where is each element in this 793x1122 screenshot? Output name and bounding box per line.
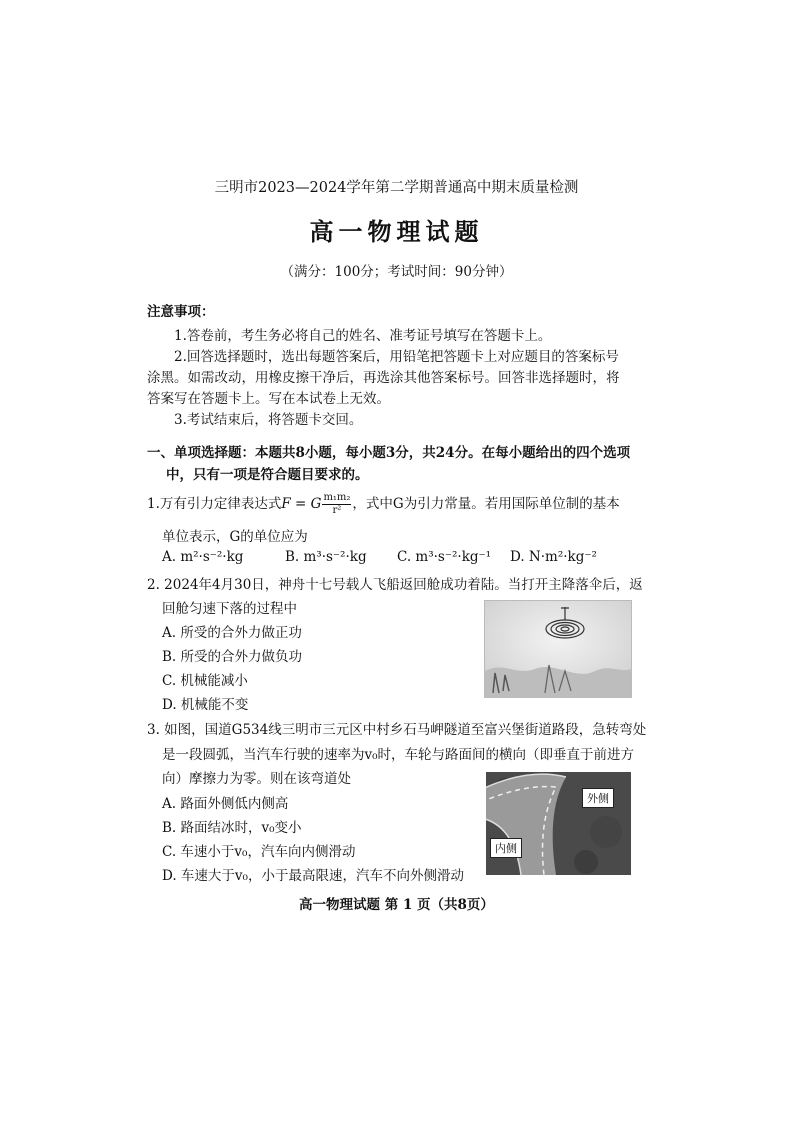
q1-fraction <box>322 493 351 516</box>
question-2: 2. 2024年4月30日，神舟十七号载人飞船返回舱成功着陆。当打开主降落伞后，返 <box>147 577 643 593</box>
note-item-2: 2.回答选择题时，选出每题答案后，用铅笔把答题卡上对应题目的答案标号 <box>174 349 619 365</box>
capsule-landing-photo <box>484 600 632 698</box>
q3-line2: 是一段圆弧，当汽车行驶的速率为v₀时，车轮与路面间的横向（即垂直于前进方 <box>162 747 635 763</box>
page-title: 高一物理试题 <box>309 217 484 246</box>
q1-line2: 单位表示，G的单位应为 <box>162 529 308 545</box>
exam-subtitle: 三明市2023—2024学年第二学期普通高中期末质量检测 <box>214 180 579 196</box>
q2-option-d: D. 机械能不变 <box>162 697 249 713</box>
note-item-2-cont: 涂黑。如需改动，用橡皮擦干净后，再选涂其他答案标号。回答非选择题时，将 <box>147 370 620 386</box>
q2-line2: 回舱匀速下落的过程中 <box>162 601 297 617</box>
capsule-landing-graphic <box>485 601 631 697</box>
inner-side-label: 内侧 <box>490 838 522 858</box>
page-footer: 高一物理试题 第 1 页（共8页） <box>299 897 494 913</box>
note-item-1: 1.答卷前，考生务必将自己的姓名、准考证号填写在答题卡上。 <box>174 328 552 344</box>
curved-road-photo <box>486 772 631 875</box>
q1-option-b: B. m³·s⁻²·kg <box>285 549 367 565</box>
note-item-3: 3.考试结束后，将答题卡交回。 <box>174 412 363 428</box>
q2-option-a: A. 所受的合外力做正功 <box>162 625 302 641</box>
q3-option-b: B. 路面结冰时，v₀变小 <box>162 820 302 836</box>
q1-frac-den: r² <box>332 505 342 516</box>
q1-prefix: 1.万有引力定律表达式 <box>147 496 282 512</box>
q1-suffix: ，式中G为引力常量。若用国际单位制的基本 <box>352 496 620 512</box>
q1-frac-num: m₁m₂ <box>323 492 351 503</box>
note-item-2-cont2: 答案写在答题卡上。写在本试卷上无效。 <box>147 391 390 407</box>
q2-option-b: B. 所受的合外力做负功 <box>162 649 303 665</box>
q3-line3: 向）摩擦力为零。则在该弯道处 <box>162 771 351 787</box>
question-3: 3. 如图，国道G534线三明市三元区中村乡石马岬隧道至富兴堡街道路段，急转弯处 <box>147 722 647 738</box>
q1-option-c: C. m³·s⁻²·kg⁻¹ <box>397 549 492 565</box>
q1-option-d: D. N·m²·kg⁻² <box>510 549 597 565</box>
q3-option-d: D. 车速大于v₀，小于最高限速，汽车不向外侧滑动 <box>162 868 464 884</box>
q1-formula-lhs: F = G <box>281 496 322 512</box>
q3-option-c: C. 车速小于v₀，汽车向内侧滑动 <box>162 844 356 860</box>
section-heading-cont: 中，只有一项是符合题目要求的。 <box>166 467 369 483</box>
outer-side-label: 外侧 <box>582 788 614 808</box>
q3-option-a: A. 路面外侧低内侧高 <box>162 796 289 812</box>
score-time: （满分：100分；考试时间：90分钟） <box>280 264 513 280</box>
question-1 <box>147 492 620 516</box>
q1-option-a: A. m²·s⁻²·kg <box>162 549 244 565</box>
q2-option-c: C. 机械能减小 <box>162 673 248 689</box>
section-heading: 一、单项选择题：本题共8小题，每小题3分，共24分。在每小题给出的四个选项 <box>147 445 631 461</box>
notes-heading: 注意事项： <box>147 304 215 320</box>
